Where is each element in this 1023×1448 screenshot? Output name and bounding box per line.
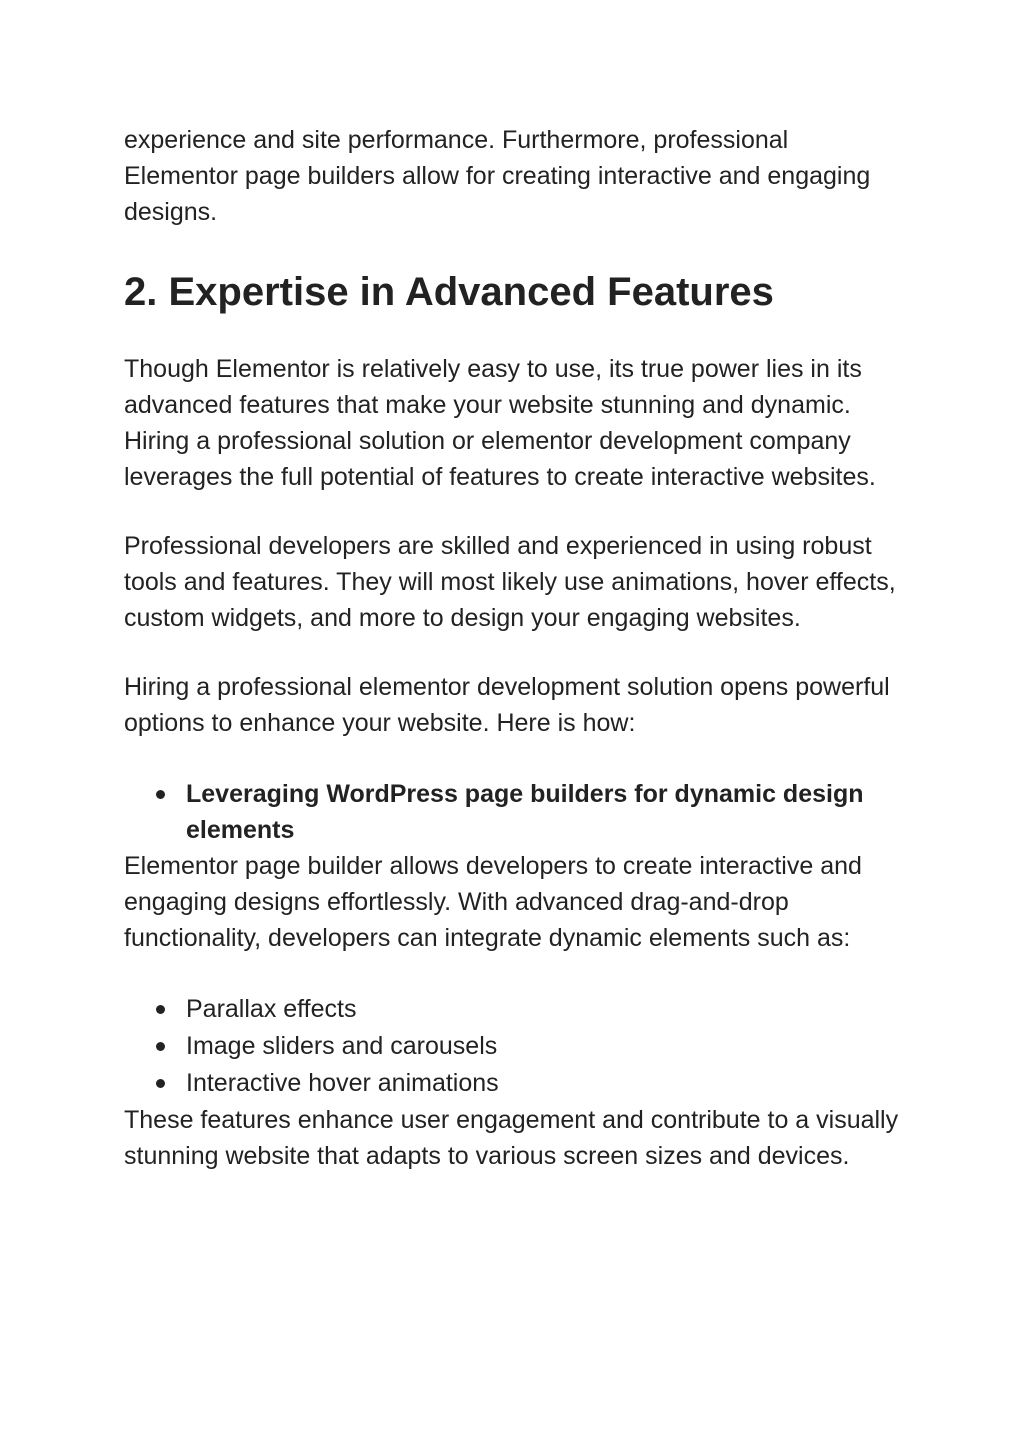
bullet-icon bbox=[156, 790, 165, 799]
paragraph-professional-developers: Professional developers are skilled and experienced in using robust tools and features. They will most likely use animations, hover effects, custom widgets, and more to design your engaging websites. bbox=[124, 532, 896, 632]
paragraph-advanced-features: Though Elementor is relatively easy to use, its true power lies in its advanced features that make your website stunning and dynamic. Hiring a professional solution or elementor development company leverages the full potential of features to create interactive websites. bbox=[124, 355, 876, 491]
paragraph-features-enhance: These features enhance user engagement and contribute to a visually stunning website that adapts to various screen sizes and devices. bbox=[124, 1106, 899, 1170]
paragraph-page-builder: Elementor page builder allows developers to create interactive and engaging designs effortlessly. With advanced drag-and-drop functionality, developers can integrate dynamic elements such as: bbox=[124, 852, 862, 952]
feature-bullet-list bbox=[124, 991, 904, 1102]
list-item bbox=[124, 1028, 904, 1065]
bullet-text: Interactive hover animations bbox=[186, 1069, 499, 1097]
bullet-icon bbox=[156, 1005, 165, 1014]
paragraph-hiring-solution: Hiring a professional elementor development solution opens powerful options to enhance your website. Here is how: bbox=[124, 673, 890, 737]
section-heading: 2. Expertise in Advanced Features bbox=[124, 270, 774, 314]
bullet-icon bbox=[156, 1042, 165, 1051]
list-item bbox=[124, 991, 904, 1028]
bold-bullet-list bbox=[124, 776, 904, 848]
bullet-text: Leveraging WordPress page builders for dynamic design elements bbox=[186, 780, 864, 844]
bullet-icon bbox=[156, 1079, 165, 1088]
list-item bbox=[124, 776, 904, 848]
list-item bbox=[124, 1065, 904, 1102]
bullet-text: Image sliders and carousels bbox=[186, 1032, 498, 1060]
intro-paragraph: experience and site performance. Furthermore, professional Elementor page builders allow for creating interactive and engaging designs. bbox=[124, 126, 871, 226]
document-page bbox=[124, 120, 904, 1174]
bullet-text: Parallax effects bbox=[186, 995, 357, 1023]
